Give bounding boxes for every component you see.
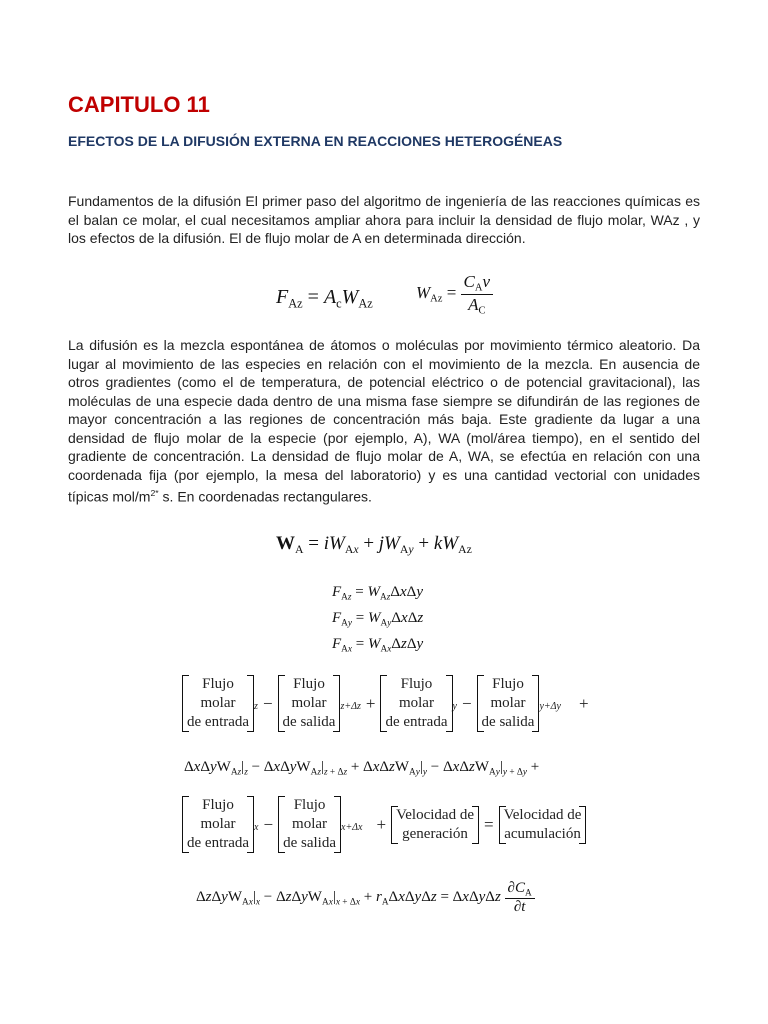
bracket-flux-in-z: Flujo molar de entrada: [182, 675, 254, 732]
bracket-flux-in-x: Flujo molar de entrada: [182, 796, 254, 853]
paragraph-diffusion: La difusión es la mezcla espontánea de átomos o moléculas por movimiento térmico aleatorio. Da lugar al movimiento de las especies en relación con el movimiento de la mezcla. En ausencia de otros gradientes (como el de temperatura, de potencial eléctrico o de potencial gravitacional), las moléculas de una especie dada dentro de una misma fase siempre se difundirán de las regiones de mayor concentración a las regiones de concentración más baja. Este gradiente da lugar a una densidad de flujo molar de la especie (por ejemplo, A), WA (mol/área tiempo), en el sentido del gradiente de concentración. La densidad de flujo molar de A, WA, se efectúa en relación con una coordenada fija (por ejemplo, la mesa del laboratorio) y es una cantidad vectorial con unidades típicas mol/$m^{2*}$ s. En coordenadas rectangulares.: [68, 337, 700, 505]
equation-flux-y: $F_{Ay} = W_{Ay}\Delta x\Delta z$: [332, 610, 424, 629]
equation-balance-final: $\Delta z\Delta yW_{Ax}|_x - \Delta z\Delta yW_{Ax}|_{x + \Delta x} + r_A\Delta x\Delta y\Delta z = \Delta x\Delta y\Delta z$ $\frac{\partial C_A}{\partial t}$: [196, 880, 535, 916]
word-balance-yz: Flujo molar de entrada z − Flujo molar de salida z+Δz + Flujo molar de entrada y − Flujo molar de salida y+Δy +: [182, 675, 594, 732]
bracket-accumulation: Velocidad de acumulación: [499, 806, 587, 844]
equation-flux-x: $F_{Ax} = W_{Ax}\Delta z\Delta y$: [332, 636, 424, 655]
paragraph-intro: Fundamentos de la difusión El primer paso del algoritmo de ingeniería de las reacciones químicas es el balan ce molar, el cual necesitamos ampliar ahora para incluir la densidad de flujo molar, WAz , y los efectos de la difusión. El de flujo molar de A en determinada dirección.: [68, 193, 700, 246]
section-title: EFECTOS DE LA DIFUSIÓN EXTERNA EN REACCIONES HETEROGÉNEAS: [68, 133, 563, 149]
chapter-title: CAPITULO 11: [68, 92, 210, 117]
equation-flux-z: $F_{Az} = W_{Az}\Delta x\Delta y$: [332, 584, 423, 603]
bracket-generation: Velocidad de generación: [391, 806, 479, 844]
bracket-flux-out-z: Flujo molar de salida: [278, 675, 341, 732]
bracket-flux-out-y: Flujo molar de salida: [477, 675, 540, 732]
equation-flux-vector: $W_A = iW_{Ax} + jW_{Ay} + kW_{Az}$: [276, 533, 472, 557]
bracket-flux-in-y: Flujo molar de entrada: [380, 675, 452, 732]
equation-flux-area: $F_{Az} = A_cW_{Az}$: [276, 286, 373, 311]
bracket-flux-out-x: Flujo molar de salida: [278, 796, 341, 853]
equation-flux-concentration: $W_{Az}$ = $\frac{C_Av}{A_C}$: [416, 272, 493, 316]
word-balance-x: Flujo molar de entrada x − Flujo molar de salida x+Δx + Velocidad de generación = Velocidad de acumulación: [182, 796, 586, 853]
equation-balance-yz: $\Delta x\Delta yW_{Az}|_z - \Delta x\Delta yW_{Az}|_{z + \Delta z} + \Delta x\Delta zW_{Ay}|_y - \Delta x\Delta zW_{Ay}|_{y + \Delta y}$ +: [184, 759, 540, 778]
